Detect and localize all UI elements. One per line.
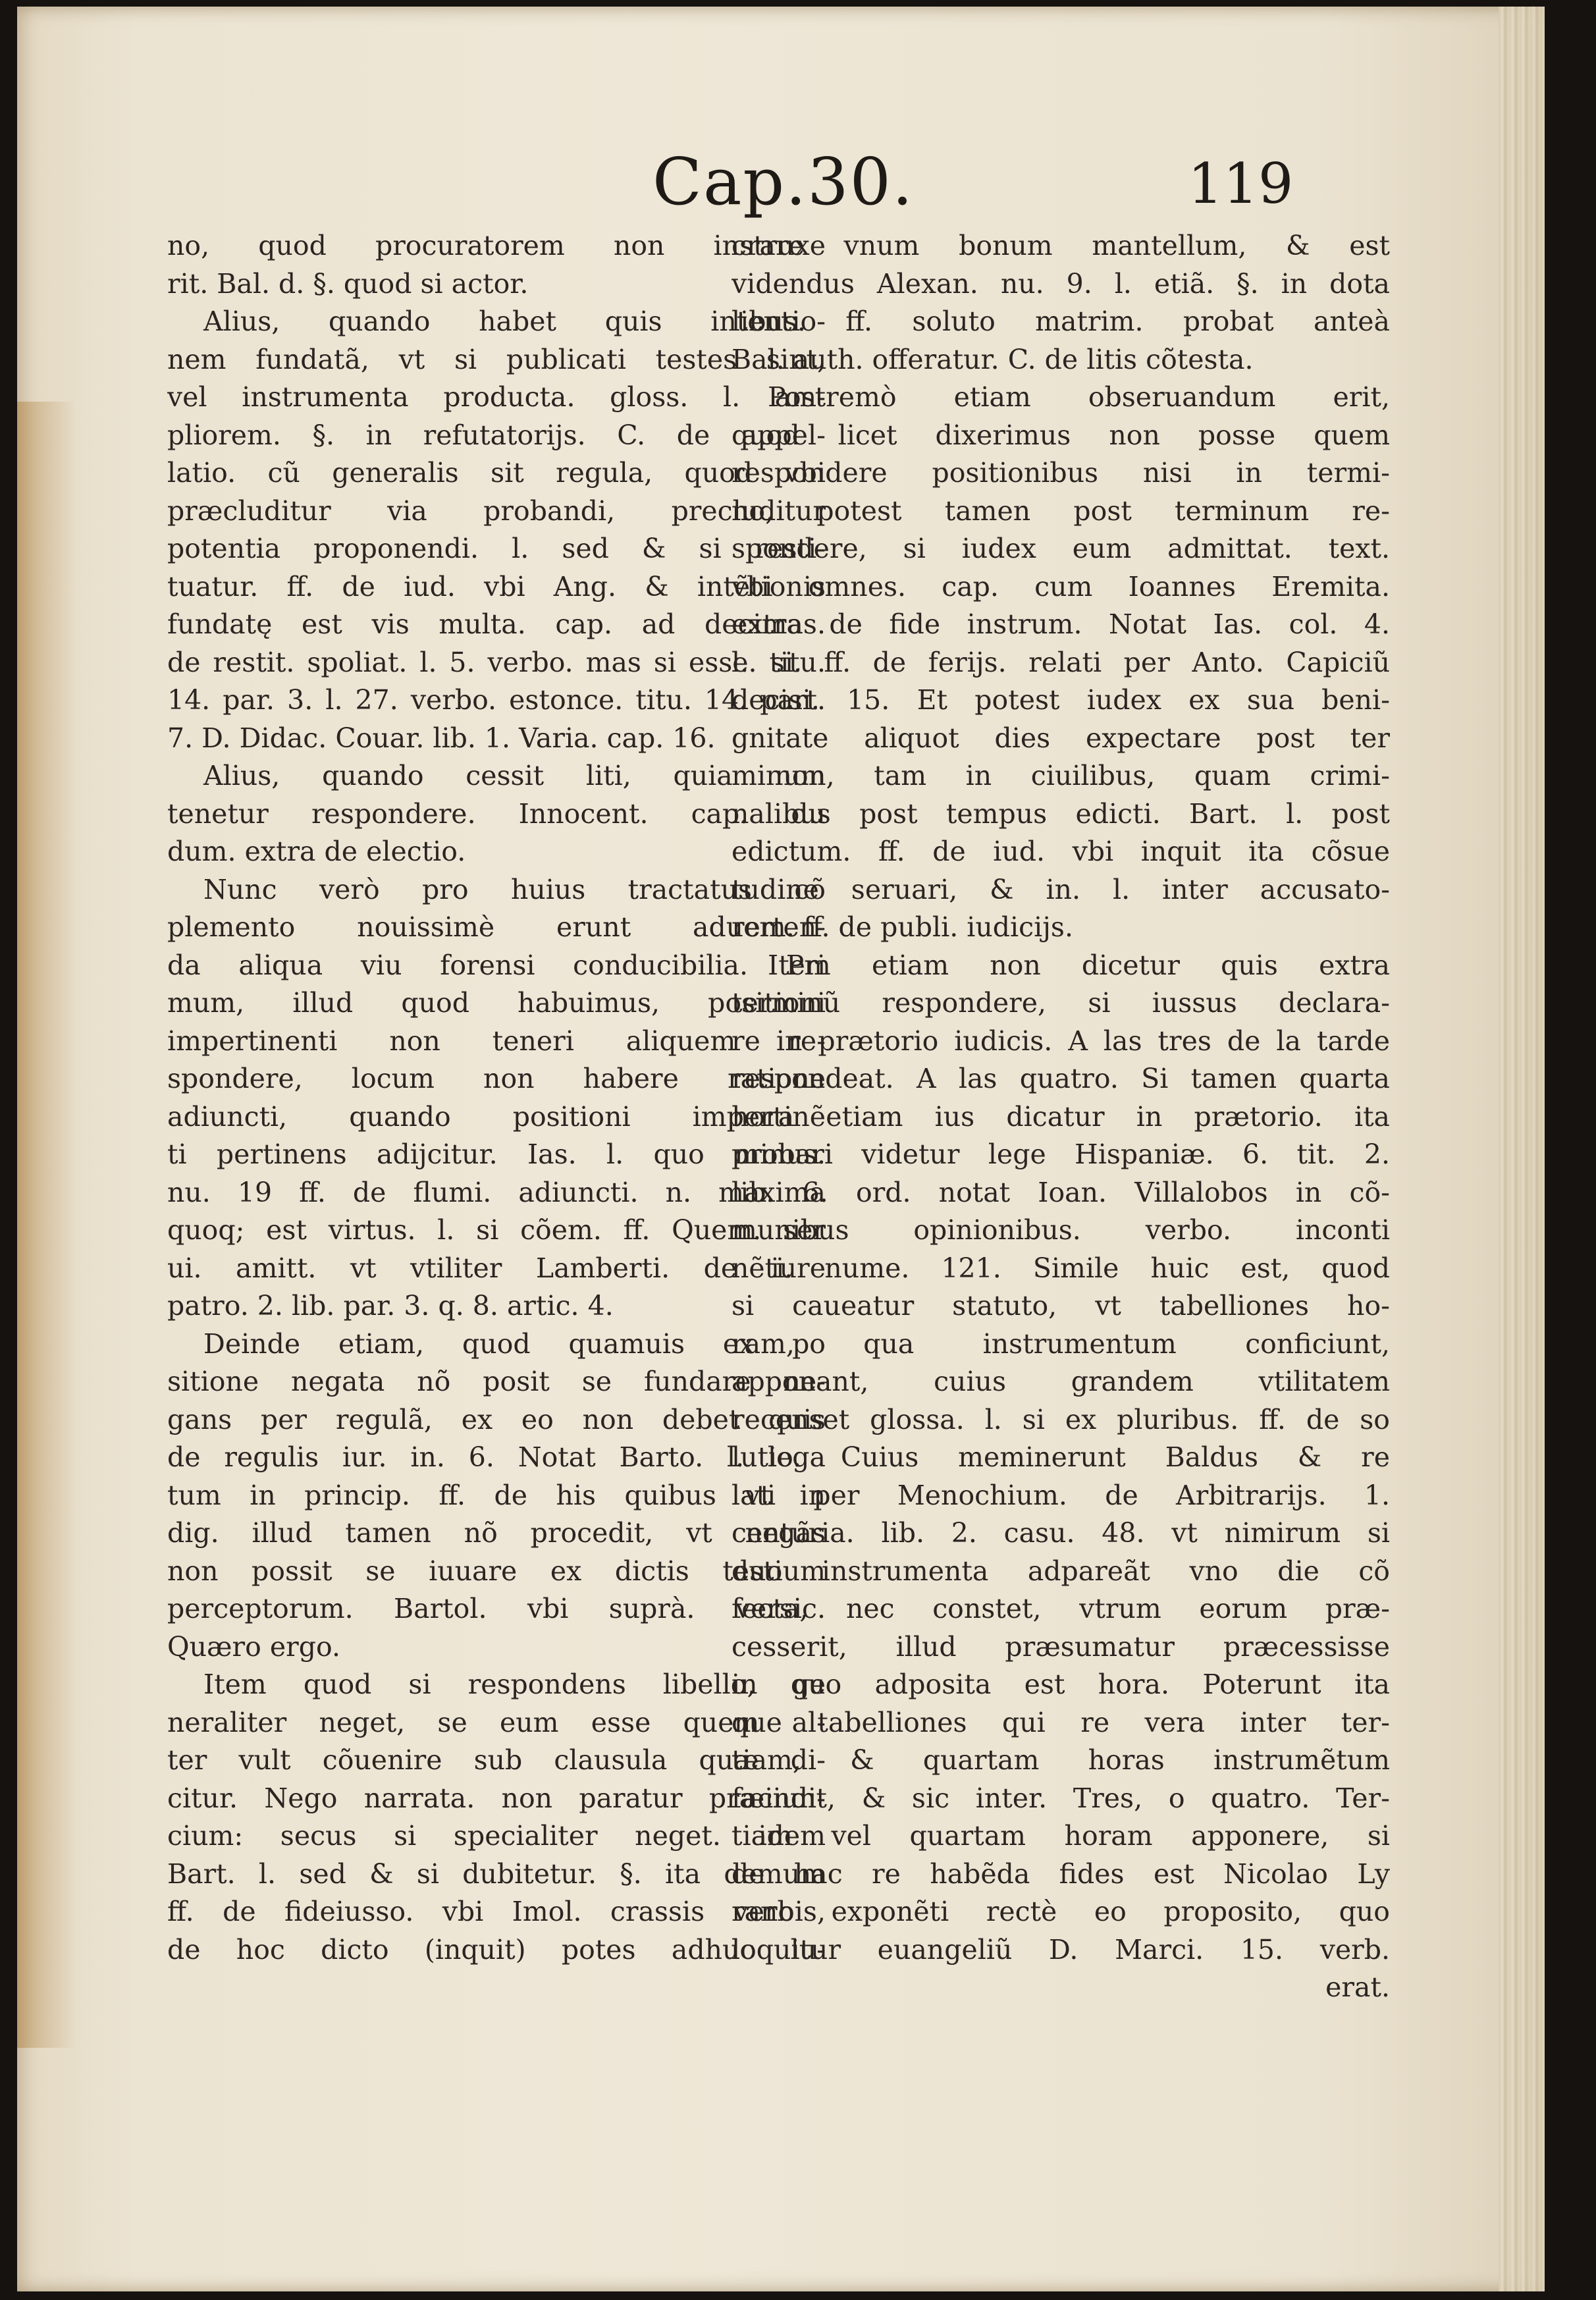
text-line: respondere positionibus nisi in termi- bbox=[732, 457, 1390, 489]
text-line: probari videtur lege Hispaniæ. 6. tit. 2. bbox=[732, 1138, 1390, 1170]
page-number: 119 bbox=[1188, 151, 1294, 216]
text-line: lib. 6. ord. notat Ioan. Villalobos in cõ- bbox=[732, 1176, 1390, 1208]
text-line: tudine seruari, & in. l. inter accusato- bbox=[732, 873, 1390, 905]
text-line: recenset glossa. l. si ex pluribus. ff. de so bbox=[732, 1403, 1390, 1435]
text-line: neraliter neget, se eum esse quem al- bbox=[167, 1706, 826, 1738]
text-line: no, quod procuratorem non instruxe bbox=[167, 230, 826, 261]
text-line: extra de fide instrum. Notat Ias. col. 4. bbox=[732, 608, 1390, 640]
text-line: impertinenti non teneri aliquem re- bbox=[167, 1025, 826, 1057]
text-line: minum, tam in ciuilibus, quam crimi- bbox=[732, 760, 1390, 791]
text-line: sitione negata nõ posit se fundare ne- bbox=[167, 1366, 826, 1397]
text-line: vel instrumenta producta. gloss. l. am- bbox=[167, 381, 826, 413]
text-line: spondere, locum non habere ratione bbox=[167, 1063, 826, 1094]
text-line: patro. 2. lib. par. 3. q. 8. artic. 4. bbox=[167, 1290, 614, 1322]
text-line: Alius, quando habet quis intentio- bbox=[203, 306, 826, 337]
text-line: ter vult cõuenire sub clausula quæ di- bbox=[167, 1744, 826, 1776]
text-line: cesserit, illud præsumatur præcessisse bbox=[732, 1630, 1390, 1663]
text-line: cium: secus si specialiter neget. idem bbox=[167, 1820, 826, 1852]
text-line: nẽti. nume. 121. Simile huic est, quod bbox=[732, 1252, 1390, 1284]
text-line: pliorem. §. in refutatorijs. C. de appel- bbox=[167, 419, 826, 451]
text-line: 14. par. 3. l. 27. verbo. estonce. titu. 14. part. bbox=[167, 684, 826, 716]
text-line: adiuncti, quando positioni impertinẽ bbox=[167, 1100, 826, 1133]
text-line: Nunc verò pro huius tractatus cõ bbox=[203, 873, 826, 905]
text-line: de regulis iur. in. 6. Notat Barto. l. lega bbox=[167, 1441, 826, 1473]
text-line: munibus opinionibus. verbo. inconti bbox=[732, 1214, 1390, 1246]
text-line: rem. ff. de publi. iudicijs. bbox=[732, 911, 1074, 943]
text-line: hora etiam ius dicatur in prætorio. ita bbox=[732, 1100, 1390, 1133]
text-line: dig. illud tamen nõ procedit, vt negãs bbox=[167, 1517, 826, 1549]
text-line: tum in princip. ff. de his quibus vt in bbox=[167, 1479, 826, 1511]
text-line: rano exponẽti rectè eo proposito, quo bbox=[732, 1896, 1390, 1927]
text-line: de hac re habẽda fides est Nicolao Ly bbox=[732, 1858, 1390, 1890]
page-edge bbox=[1499, 7, 1545, 2291]
text-line: lati per Menochium. de Arbitrarijs. 1. bbox=[732, 1479, 1390, 1511]
text-line: crare vnum bonum mantellum, & est bbox=[732, 230, 1390, 261]
text-line: plemento nouissimè erunt aduerten- bbox=[167, 911, 826, 943]
text-line: Quæro ergo. bbox=[167, 1630, 340, 1663]
text-line: fundatę est vis multa. cap. ad decimas. bbox=[167, 608, 826, 640]
text-line: spondere, si iudex eum admittat. text. bbox=[732, 533, 1390, 564]
text-line: ff. de fideiusso. vbi Imol. crassis verbis, bbox=[167, 1896, 826, 1927]
text-line: re in prætorio iudicis. A las tres de la tarde bbox=[732, 1025, 1390, 1057]
text-line: perceptorum. Bartol. vbi suprà. versic. bbox=[167, 1593, 826, 1624]
text-line: dum. extra de electio. bbox=[167, 836, 466, 867]
text-line: duo instrumenta adpareãt vno die cõ bbox=[732, 1555, 1390, 1587]
text-line: ui. amitt. vt vtiliter Lamberti. de iure bbox=[167, 1252, 826, 1284]
running-title: Cap.30. bbox=[652, 145, 915, 220]
text-line: Alius, quando cessit liti, quia non bbox=[203, 760, 826, 791]
text-line: nalibus post tempus edicti. Bart. l. post bbox=[732, 797, 1390, 830]
text-line: terminũ respondere, si iussus declara- bbox=[732, 987, 1390, 1019]
text-line: gnitate aliquot dies expectare post ter bbox=[732, 722, 1390, 754]
book-page bbox=[17, 7, 1545, 2291]
text-line: mum, illud quod habuimus, positioni bbox=[167, 987, 826, 1019]
text-line: edictum. ff. de iud. vbi inquit ita cõsue bbox=[732, 836, 1390, 867]
text-line: lutio. Cuius meminerunt Baldus & re bbox=[732, 1441, 1390, 1473]
text-line: nem fundatã, vt si publicati testes sint, bbox=[167, 343, 826, 375]
text-line: decisi. 15. Et potest iudex ex sua beni- bbox=[732, 684, 1390, 716]
text-line: nu. 19 ff. de flumi. adiuncti. n. maxima bbox=[167, 1176, 826, 1208]
text-line: loquitur euangeliũ D. Marci. 15. verb. bbox=[732, 1933, 1390, 1966]
text-line: tuatur. ff. de iud. vbi Ang. & intẽtionis bbox=[167, 570, 826, 602]
text-column-left bbox=[167, 227, 826, 1969]
text-line: Deinde etiam, quod quamuis ex po bbox=[203, 1327, 826, 1360]
text-line: non possit se iuuare ex dictis testium bbox=[167, 1555, 826, 1587]
text-column-right bbox=[732, 227, 1390, 2007]
text-line: da aliqua viu forensi conducibilia. Pri bbox=[167, 949, 826, 981]
text-line: Postremò etiam obseruandum erit, bbox=[768, 381, 1390, 413]
text-line: vbi omnes. cap. cum Ioannes Eremita. bbox=[732, 570, 1390, 602]
text-line: Bal. auth. offeratur. C. de litis cõtesta. bbox=[732, 343, 1254, 375]
text-line: si caueatur statuto, vt tabelliones ho- bbox=[732, 1290, 1390, 1322]
text-line: centuria. lib. 2. casu. 48. vt nimirum si bbox=[732, 1517, 1390, 1549]
text-line: no, potest tamen post terminum re- bbox=[732, 495, 1390, 527]
text-line: tiam vel quartam horam apponere, si bbox=[732, 1820, 1390, 1852]
text-line: libus. ff. soluto matrim. probat anteà bbox=[732, 306, 1390, 337]
text-line: rit. Bal. d. §. quod si actor. bbox=[167, 267, 529, 300]
text-line: tiam, & quartam horas instrumẽtum bbox=[732, 1744, 1390, 1776]
page-header bbox=[17, 145, 1545, 224]
text-line: videndus Alexan. nu. 9. l. etiã. §. in dota bbox=[732, 267, 1390, 300]
text-line: erat. bbox=[1325, 1971, 1390, 2003]
page-stain bbox=[17, 402, 76, 2048]
text-line: gans per regulã, ex eo non debet quis bbox=[167, 1403, 826, 1435]
text-line: que tabelliones qui re vera inter ter- bbox=[732, 1706, 1390, 1738]
text-line: in quo adposita est hora. Poterunt ita bbox=[732, 1669, 1390, 1700]
text-line: faciunt, & sic inter. Tres, o quatro. Ter- bbox=[732, 1782, 1390, 1814]
text-line: de hoc dicto (inquit) potes adhuc lu- bbox=[167, 1933, 826, 1966]
text-line: apponant, cuius grandem vtilitatem bbox=[732, 1366, 1390, 1397]
text-line: Item etiam non dicetur quis extra bbox=[768, 949, 1390, 981]
text-line: respondeat. A las quatro. Si tamen quarta bbox=[732, 1063, 1390, 1094]
text-line: Item quod si respondens libello, ge bbox=[203, 1669, 826, 1700]
text-line: fecta, nec constet, vtrum eorum præ- bbox=[732, 1593, 1390, 1624]
text-line: 7. D. Didac. Couar. lib. 1. Varia. cap. 16. bbox=[167, 722, 716, 754]
text-line: quod licet dixerimus non posse quem bbox=[732, 419, 1390, 451]
text-line: potentia proponendi. l. sed & si resti- bbox=[167, 533, 826, 564]
text-line: latio. cũ generalis sit regula, quod vbi bbox=[167, 457, 826, 489]
text-line: præcluditur via probandi, precluditur bbox=[167, 495, 826, 527]
text-line: quoq; est virtus. l. si cõem. ff. Quem. ser bbox=[167, 1214, 826, 1246]
text-line: de restit. spoliat. l. 5. verbo. mas si esse. titu. bbox=[167, 646, 826, 678]
text-line: tenetur respondere. Innocent. cap. du bbox=[167, 797, 826, 830]
text-line: citur. Nego narrata. non paratur præindi- bbox=[167, 1782, 826, 1814]
text-line: Bart. l. sed & si dubitetur. §. ita demum bbox=[167, 1858, 826, 1890]
text-line: ti pertinens adijcitur. Ias. l. quo minus. bbox=[167, 1138, 826, 1170]
text-line: ram, qua instrumentum conficiunt, bbox=[732, 1327, 1390, 1360]
text-line: l. si. ff. de ferijs. relati per Anto. Capiciũ bbox=[732, 646, 1390, 678]
